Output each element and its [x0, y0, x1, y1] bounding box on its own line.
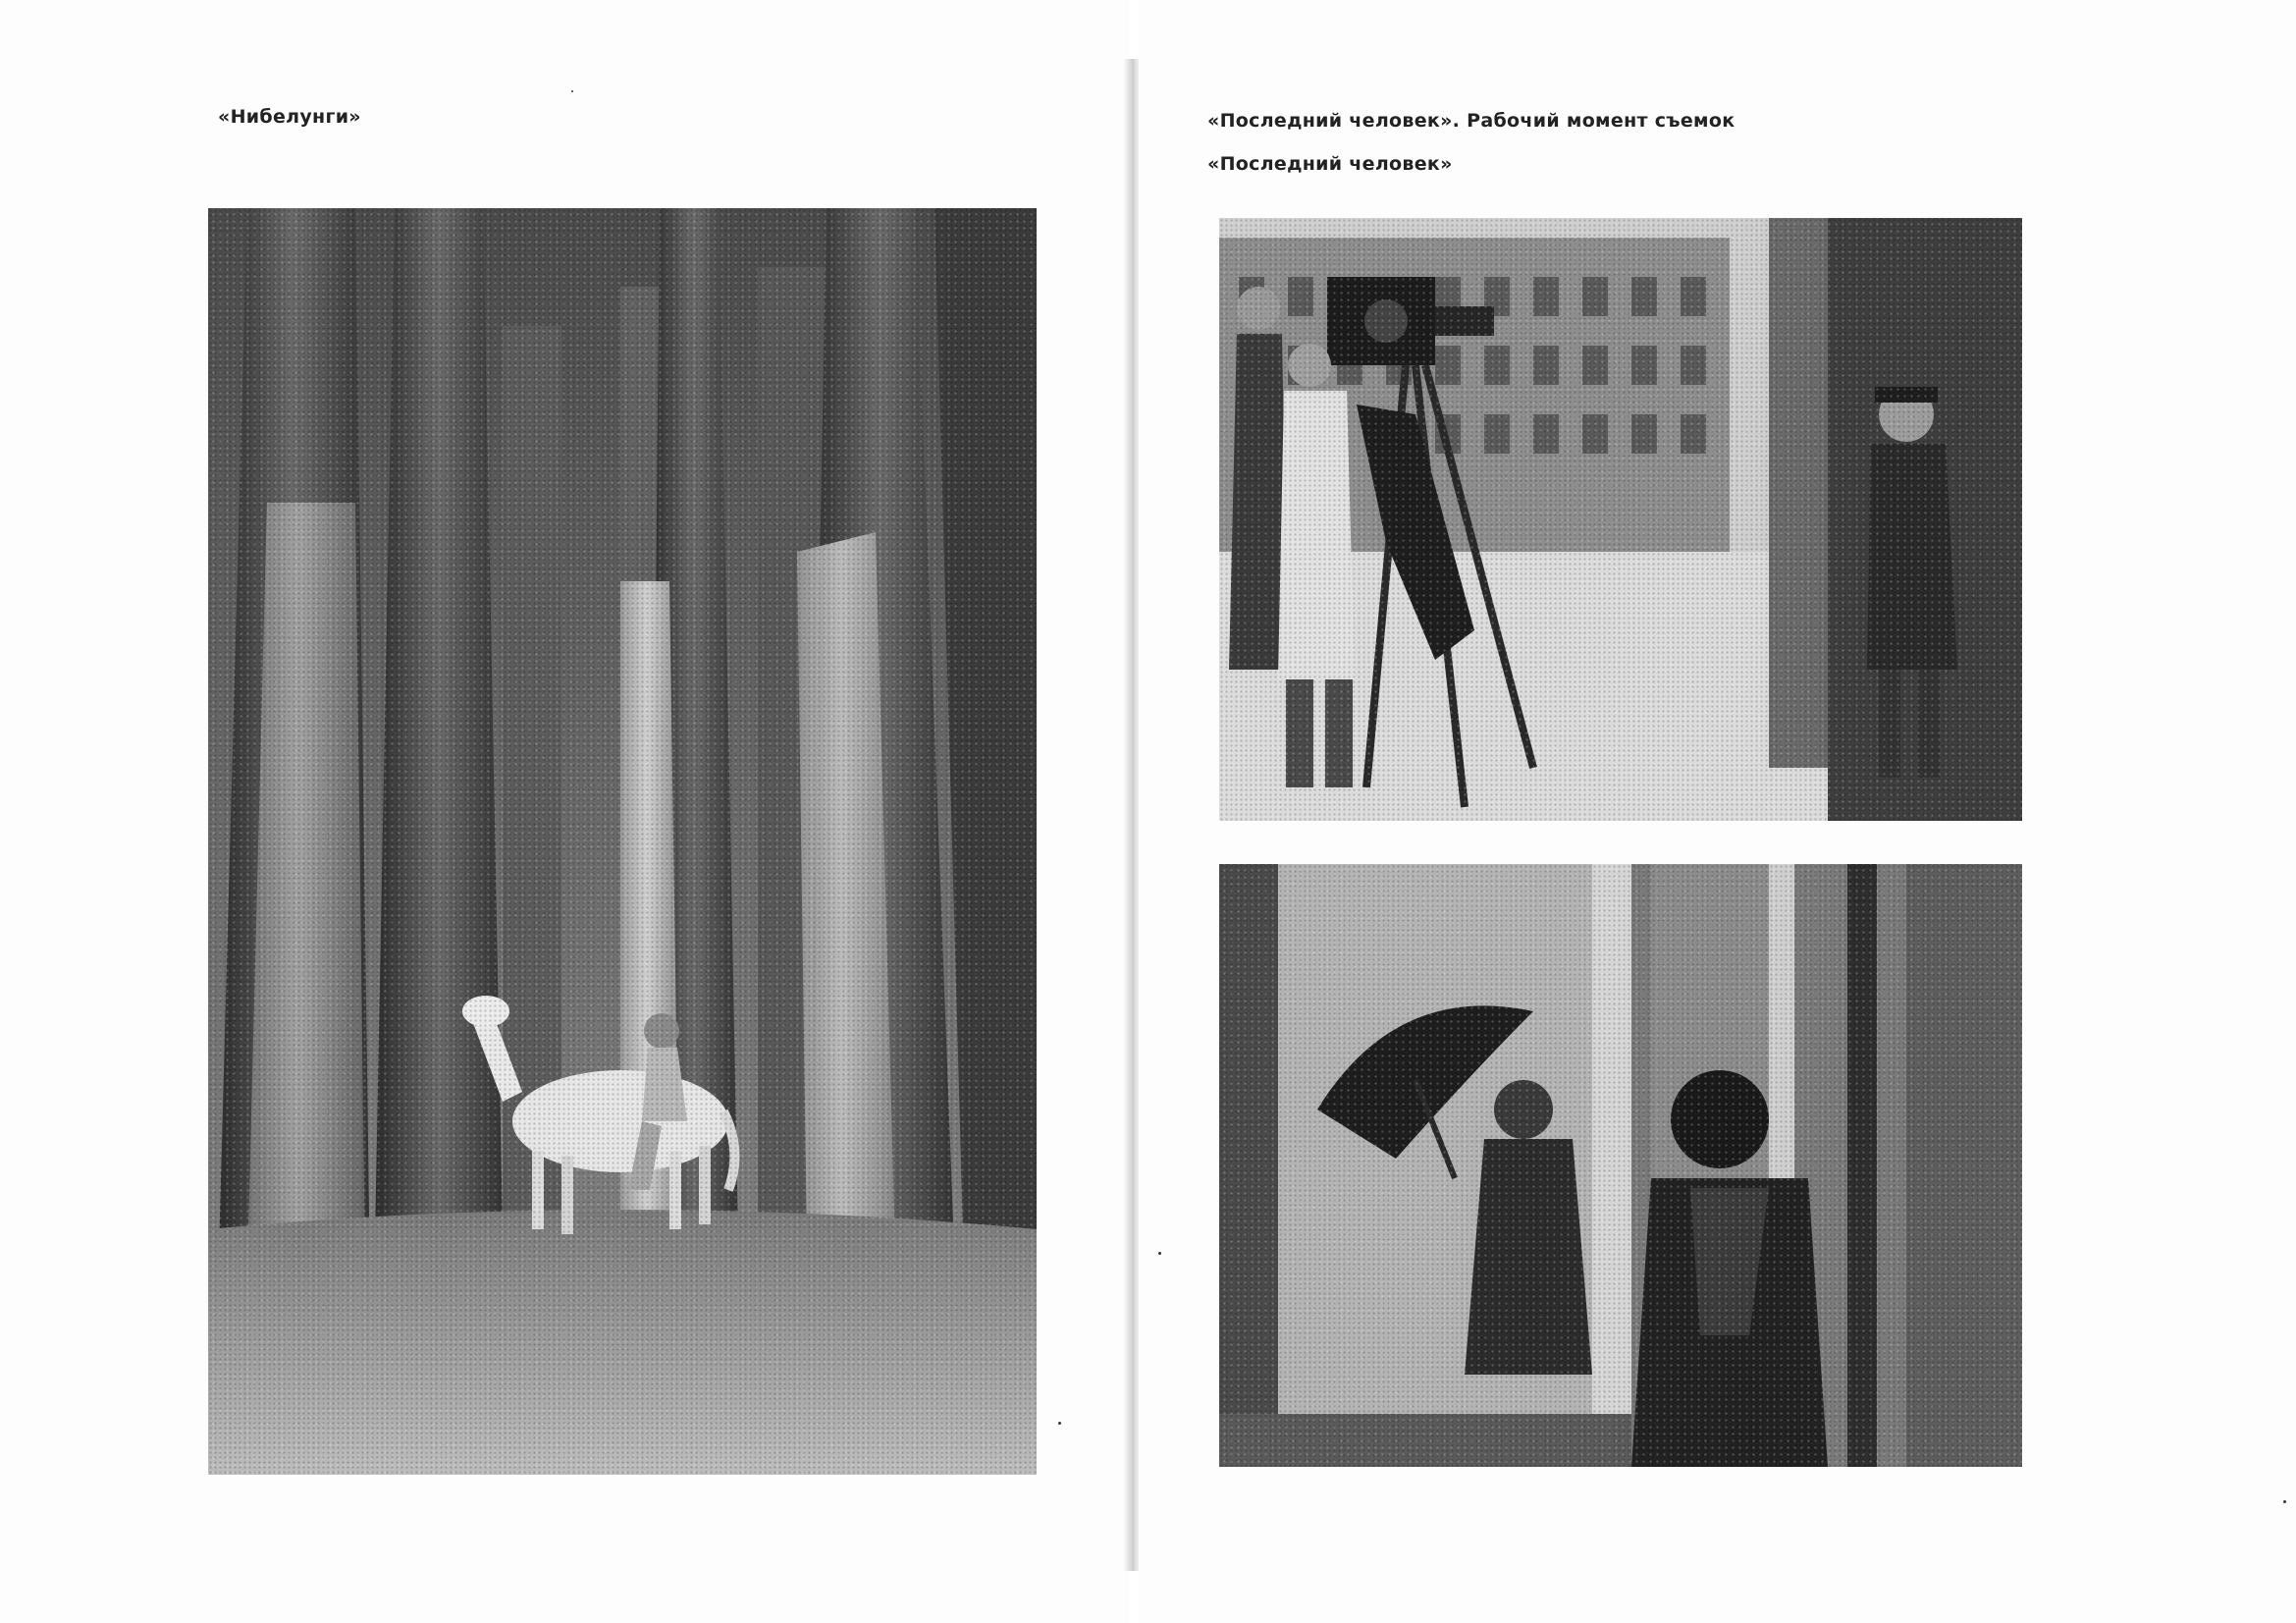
- left-page: [0, 0, 1129, 1623]
- print-speck: [2283, 1500, 2286, 1503]
- umbrella-scene-image: [1219, 864, 2022, 1467]
- photo-last-laugh-umbrella: [1219, 864, 2022, 1467]
- photo-last-laugh-filming: [1219, 218, 2022, 821]
- caption-last-laugh: «Последний человек»: [1207, 153, 1453, 175]
- caption-nibelungen: «Нибелунги»: [218, 106, 361, 128]
- forest-scene-image: [208, 208, 1037, 1475]
- print-speck: [1158, 1252, 1161, 1255]
- caption-last-laugh-shooting: «Последний человек». Рабочий момент съемок: [1207, 110, 1735, 132]
- right-page: [1139, 0, 2296, 1623]
- photo-nibelungen-forest: [208, 208, 1037, 1475]
- print-speck: [571, 90, 573, 92]
- filming-scene-image: [1219, 218, 2022, 821]
- print-speck: [1058, 1422, 1061, 1425]
